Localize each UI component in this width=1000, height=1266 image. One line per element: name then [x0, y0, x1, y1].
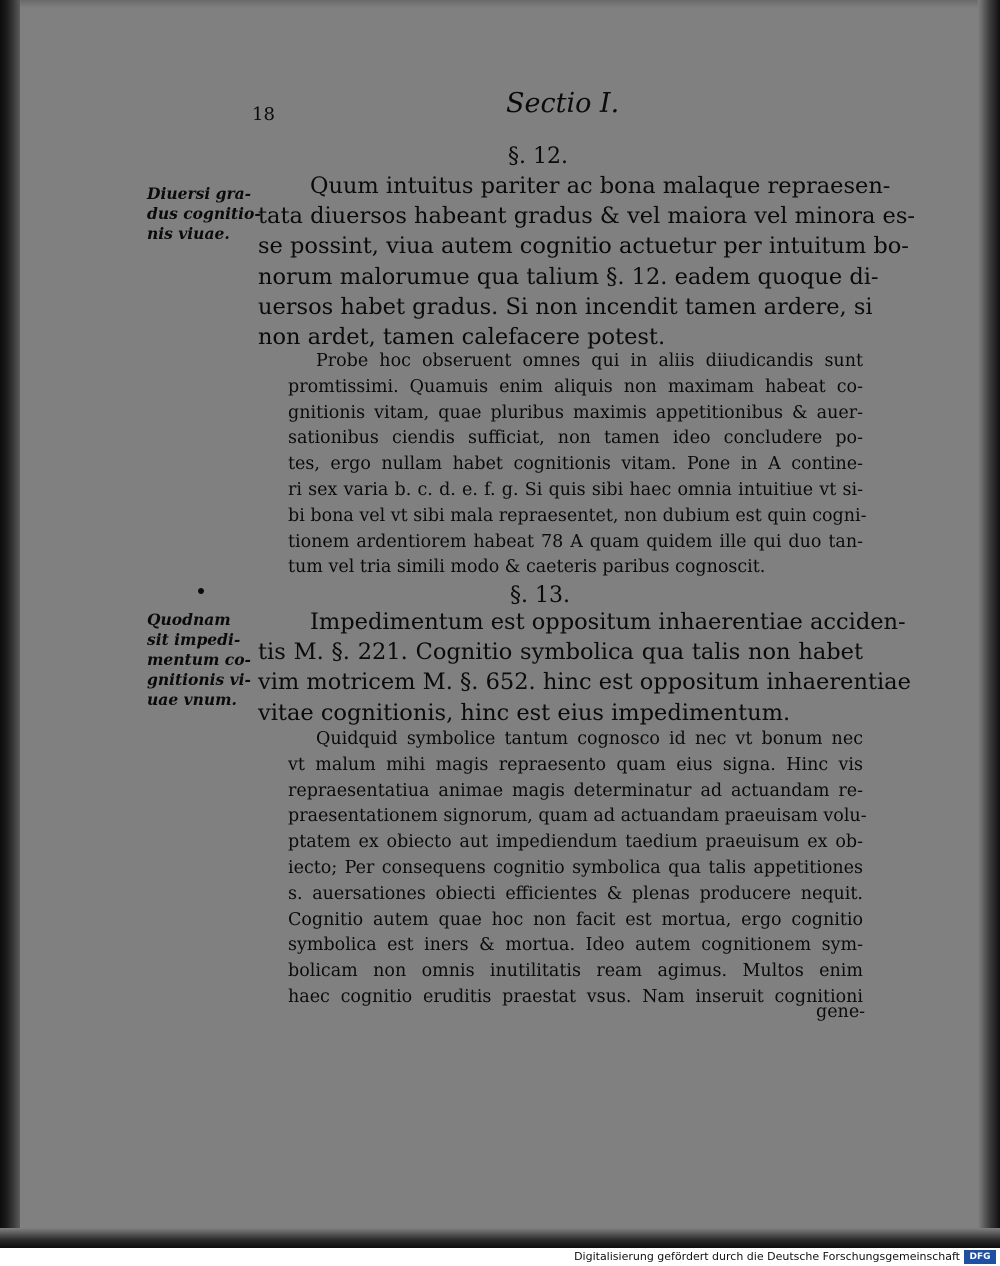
note-line: bi bona vel vt sibi mala repraesentet, non dubium est quin cogni- — [288, 505, 867, 526]
note-line: ri sex varia b. c. d. e. f. g. Si quis sibi haec omnia intuitiue vt si- — [288, 479, 863, 500]
catchword: gene- — [816, 1002, 866, 1022]
text-line: vitae cognitionis, hinc est eius impedimentum. — [258, 699, 791, 726]
note-line: symbolica est iners & mortua. Ideo autem cognitionem sym- — [288, 935, 863, 956]
section-13-paragraph — [258, 607, 911, 728]
margin-note-line: uae vnum. — [147, 690, 237, 709]
section-13-annotation — [288, 727, 867, 1011]
top-edge — [0, 0, 1000, 8]
note-line: tionem ardentiorem habeat 78 A quam quidem ille qui duo tan- — [288, 531, 863, 552]
dfg-logo-icon[interactable]: DFG — [964, 1250, 996, 1264]
note-line: sationibus ciendis sufficiat, non tamen ideo concludere po- — [288, 428, 863, 449]
note-line: bolicam non omnis inutilitatis ream agimus. Multos enim — [288, 961, 863, 982]
note-line: s. auersationes obiecti efficientes & plenas producere nequit. — [288, 883, 863, 904]
text-line: vim motricem M. §. 652. hinc est oppositum inhaerentiae — [258, 669, 911, 696]
margin-note-line: gnitionis vi- — [147, 670, 251, 689]
note-line: tes, ergo nullam habet cognitionis vitam. Pone in A contine- — [288, 454, 863, 475]
section-13-heading: §. 13. — [510, 583, 570, 608]
margin-mark — [198, 588, 204, 594]
note-line: iecto; Per consequens cognitio symbolica qua talis appetitiones — [288, 857, 863, 878]
text-line: uersos habet gradus. Si non incendit tamen ardere, si — [258, 293, 873, 320]
note-line: Quidquid symbolice tantum cognosco id nec vt bonum nec — [316, 729, 863, 749]
note-line: Probe hoc obseruent omnes qui in aliis diiudicandis sunt — [316, 351, 863, 371]
note-line: tum vel tria simili modo & caeteris paribus cognoscit. — [288, 557, 766, 578]
note-line: praesentationem signorum, quam ad actuandam praeuisam volu- — [288, 806, 867, 827]
note-line: Cognitio autem quae hoc non facit est mortua, ergo cognitio — [288, 909, 863, 930]
text-line: tis M. §. 221. Cognitio symbolica qua talis non habet — [258, 639, 863, 666]
text-line: Quum intuitus pariter ac bona malaque repraesen- — [310, 173, 891, 199]
section-12-heading: §. 12. — [508, 144, 568, 169]
text-line: se possint, viua autem cognitio actuetur per intuitum bo- — [258, 233, 909, 260]
note-line: ptatem ex obiecto aut impediendum taedium praeuisum ex ob- — [288, 832, 863, 853]
margin-note-line: Diuersi gra- — [147, 184, 252, 203]
note-line: haec cognitio eruditis praestat vsus. Nam inseruit cognitioni — [288, 986, 863, 1007]
note-line: promtissimi. Quamuis enim aliquis non maximam habeat co- — [288, 376, 863, 397]
section-12-paragraph — [258, 171, 916, 352]
section-13-margin-note — [147, 610, 265, 710]
note-line: vt malum mihi magis repraesento quam eius signa. Hinc vis — [288, 754, 863, 775]
text-line: Impedimentum est oppositum inhaerentiae acciden- — [310, 609, 906, 635]
running-head: Sectio I. — [506, 88, 620, 119]
text-line: non ardet, tamen calefacere potest. — [258, 324, 666, 351]
footer-bar — [0, 1248, 1000, 1266]
margin-note-line: nis viuae. — [147, 224, 230, 243]
margin-note-line: Quodnam — [147, 610, 231, 629]
book-binding-edge — [0, 0, 20, 1248]
section-12-margin-note — [147, 184, 265, 244]
page-number: 18 — [252, 104, 275, 125]
note-line: repraesentatiua animae magis determinatur ad actuandam re- — [288, 780, 863, 801]
margin-note-line: dus cognitio- — [147, 204, 261, 223]
section-12-annotation — [288, 349, 867, 581]
funding-credit: Digitalisierung gefördert durch die Deutsche Forschungsgemeinschaft — [574, 1250, 960, 1263]
text-line: norum malorumue qua talium §. 12. eadem quoque di- — [258, 263, 879, 290]
bottom-page-edge — [0, 1228, 1000, 1248]
margin-note-line: mentum co- — [147, 650, 251, 669]
text-line: tata diuersos habeant gradus & vel maiora vel minora es- — [258, 203, 916, 230]
margin-note-line: sit impedi- — [147, 630, 241, 649]
note-line: gnitionis vitam, quae pluribus maximis appetitionibus & auer- — [288, 402, 863, 423]
right-page-edge — [978, 0, 1000, 1248]
